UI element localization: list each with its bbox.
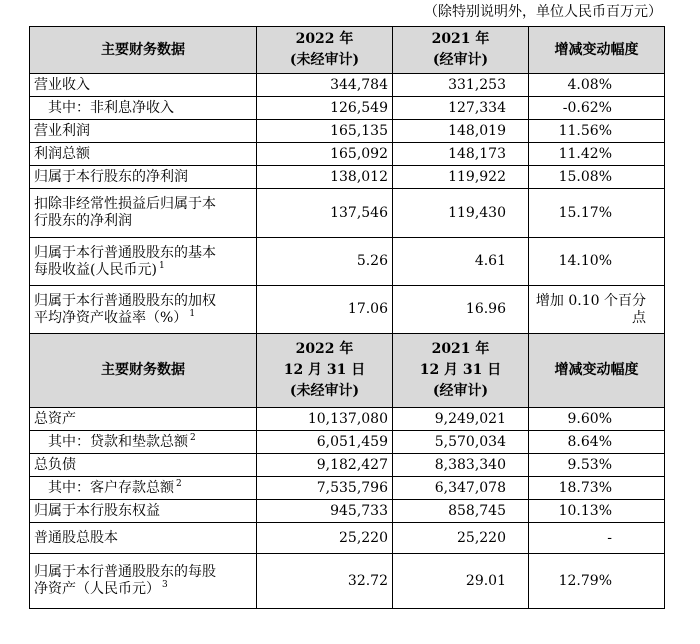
- footnote-marker: 2: [176, 478, 182, 489]
- footnote-marker: 2: [190, 432, 196, 443]
- header-label: 主要财务数据: [30, 27, 257, 74]
- value-2021: 9,249,021: [393, 408, 529, 431]
- row-label-line: 归属于本行普通股股东的每股: [34, 564, 216, 580]
- table-row: [30, 74, 665, 97]
- row-label: [30, 554, 257, 609]
- table-row: [30, 431, 665, 454]
- row-label: 普通股总股本: [30, 523, 257, 554]
- header-2021-year: 2021 年: [431, 341, 490, 357]
- value-change: 14.10%: [529, 238, 665, 286]
- row-label: [30, 238, 257, 286]
- value-2022: 25,220: [257, 523, 393, 554]
- row-label: 总资产: [30, 408, 257, 431]
- row-label-line: [34, 581, 252, 598]
- row-label: 营业收入: [30, 74, 257, 97]
- row-label-line: [34, 310, 252, 327]
- row-label-text: 其中：客户存款总额: [48, 479, 174, 496]
- value-change: 9.53%: [529, 454, 665, 477]
- row-label: [30, 189, 257, 238]
- table-header-row: [30, 27, 665, 74]
- row-label-text: 每股收益(人民币元): [34, 261, 157, 278]
- table-row: [30, 143, 665, 166]
- table-row: [30, 189, 665, 238]
- value-2022: 5.26: [257, 238, 393, 286]
- table-row: [30, 408, 665, 431]
- table-row: [30, 523, 665, 554]
- table-row: [30, 166, 665, 189]
- value-2021: 858,745: [393, 500, 529, 523]
- value-2022: 945,733: [257, 500, 393, 523]
- header-label: 主要财务数据: [30, 334, 257, 408]
- row-label: 营业利润: [30, 120, 257, 143]
- header-2022-year: 2022 年: [295, 31, 354, 47]
- row-label-line: 归属于本行普通股股东的基本: [34, 244, 216, 261]
- header-2022-audit: (未经审计): [289, 383, 360, 399]
- value-change: -: [529, 523, 665, 554]
- footnote-marker: 1: [158, 260, 165, 271]
- value-2022: 165,135: [257, 120, 393, 143]
- table-row: [30, 500, 665, 523]
- table-header-row: [30, 334, 665, 408]
- value-change: 11.56%: [529, 120, 665, 143]
- header-2022-audit: (未经审计): [289, 52, 360, 68]
- value-2022: 165,092: [257, 143, 393, 166]
- row-label-line: 行股东的净利润: [34, 213, 132, 229]
- table-row: [30, 120, 665, 143]
- header-2021-year: 2021 年: [431, 31, 490, 47]
- value-change: 增加 0.10 个百分点: [529, 286, 665, 334]
- header-2021: [393, 334, 529, 408]
- financial-summary-table: [29, 26, 665, 609]
- row-label: 利润总额: [30, 143, 257, 166]
- row-label-line: 归属于本行普通股股东的加权: [34, 292, 216, 309]
- value-change: 12.79%: [529, 554, 665, 609]
- value-change: 15.17%: [529, 189, 665, 238]
- value-change: -0.62%: [529, 97, 665, 120]
- row-label-text: 平均净资产收益率（%）: [34, 309, 188, 326]
- row-label: [30, 286, 257, 334]
- value-change: 15.08%: [529, 166, 665, 189]
- table-row: [30, 238, 665, 286]
- header-2021-audit: (经审计): [432, 52, 489, 68]
- row-label: 其中：非利息净收入: [30, 97, 257, 120]
- value-2022: 32.72: [257, 554, 393, 609]
- value-2021: 119,922: [393, 166, 529, 189]
- value-2021: 148,019: [393, 120, 529, 143]
- value-2021: 6,347,078: [393, 477, 529, 500]
- row-label: 归属于本行股东的净利润: [30, 166, 257, 189]
- value-change: 10.13%: [529, 500, 665, 523]
- value-2021: 127,334: [393, 97, 529, 120]
- table-row: [30, 477, 665, 500]
- header-2021: [393, 27, 529, 74]
- value-change: 8.64%: [529, 431, 665, 454]
- table-row: [30, 454, 665, 477]
- value-2022: 344,784: [257, 74, 393, 97]
- header-2021-date: 12 月 31 日: [419, 362, 502, 378]
- footnote-marker: 3: [162, 580, 168, 591]
- value-2022: 7,535,796: [257, 477, 393, 500]
- row-label: 归属于本行股东权益: [30, 500, 257, 523]
- value-2021: 29.01: [393, 554, 529, 609]
- value-change: 18.73%: [529, 477, 665, 500]
- value-2021: 148,173: [393, 143, 529, 166]
- row-label-line: [34, 262, 252, 279]
- value-2021: 8,383,340: [393, 454, 529, 477]
- value-change: 9.60%: [529, 408, 665, 431]
- row-label: 总负债: [30, 454, 257, 477]
- value-2021: 119,430: [393, 189, 529, 238]
- value-2022: 9,182,427: [257, 454, 393, 477]
- value-2022: 17.06: [257, 286, 393, 334]
- header-change: 增减变动幅度: [529, 27, 665, 74]
- row-label-line: 扣除非经常性损益后归属于本: [34, 196, 216, 212]
- table-row: [30, 554, 665, 609]
- header-change: 增减变动幅度: [529, 334, 665, 408]
- row-label-text: 其中：贷款和垫款总额: [48, 433, 188, 450]
- value-2021: 5,570,034: [393, 431, 529, 454]
- value-2022: 10,137,080: [257, 408, 393, 431]
- table-row: [30, 97, 665, 120]
- unit-note: （除特别说明外，单位人民币百万元）: [424, 4, 662, 20]
- table-row: [30, 286, 665, 334]
- footnote-marker: 1: [189, 308, 196, 319]
- header-2021-audit: (经审计): [432, 383, 489, 399]
- value-2022: 126,549: [257, 97, 393, 120]
- value-2022: 137,546: [257, 189, 393, 238]
- row-label: [30, 431, 257, 454]
- value-change: 4.08%: [529, 74, 665, 97]
- value-2021: 16.96: [393, 286, 529, 334]
- value-2021: 331,253: [393, 74, 529, 97]
- header-2022-year: 2022 年: [295, 341, 354, 357]
- row-label-text: 净资产（人民币元）: [34, 581, 160, 597]
- value-2021: 25,220: [393, 523, 529, 554]
- value-2022: 6,051,459: [257, 431, 393, 454]
- value-change: 11.42%: [529, 143, 665, 166]
- header-2022: [257, 27, 393, 74]
- header-2022-date: 12 月 31 日: [283, 362, 366, 378]
- row-label: [30, 477, 257, 500]
- value-2021: 4.61: [393, 238, 529, 286]
- value-2022: 138,012: [257, 166, 393, 189]
- header-2022: [257, 334, 393, 408]
